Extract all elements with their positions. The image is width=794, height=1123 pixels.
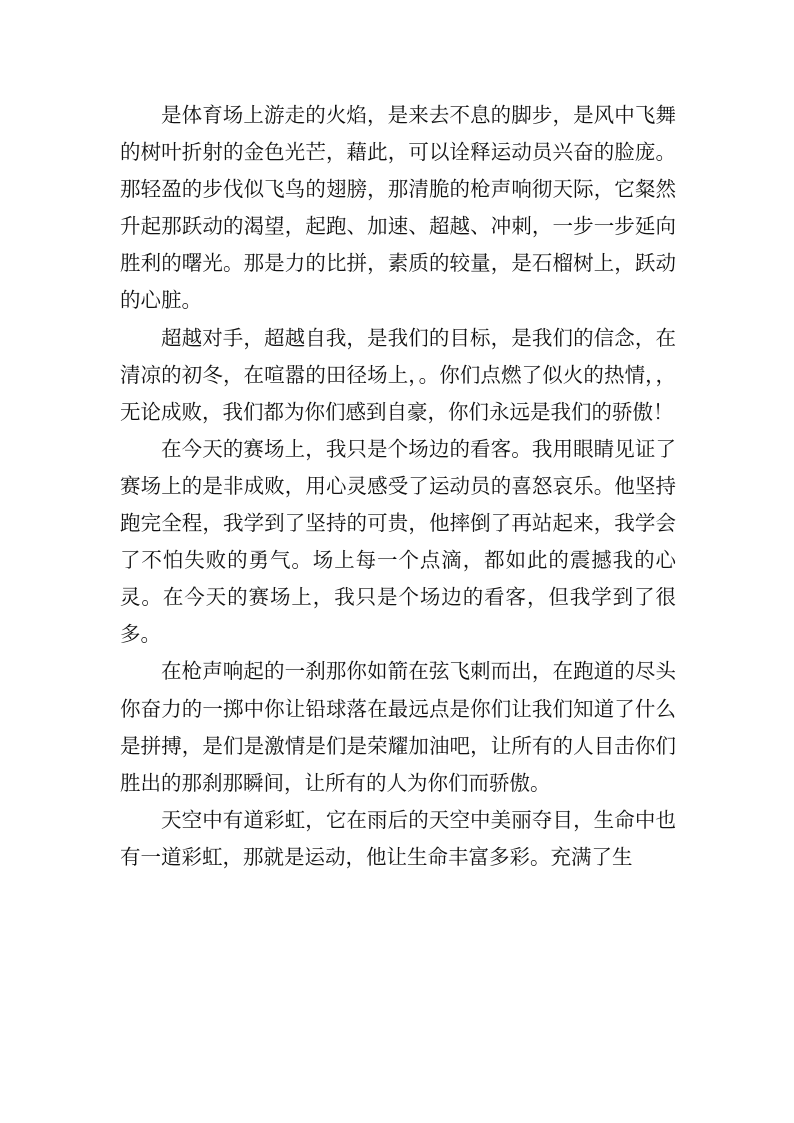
paragraph-3: 在今天的赛场上，我只是个场边的看客。我用眼睛见证了赛场上的是非成败，用心灵感受了运动员的喜怒哀乐。他坚持跑完全程，我学到了坚持的可贵，他摔倒了再站起来，我学会了不怕失败的勇气。场上每一个点滴，都如此的震撼我的心灵。在今天的赛场上，我只是个场边的看客，但我学到了很多。 bbox=[120, 436, 676, 647]
paragraph-5: 天空中有道彩虹，它在雨后的天空中美丽夺目，生命中也有一道彩虹，那就是运动，他让生命丰富多彩。充满了生 bbox=[120, 807, 676, 869]
paragraph-2: 超越对手，超越自我，是我们的目标，是我们的信念，在清凉的初冬，在喧嚣的田径场上，。你们点燃了似火的热情，，无论成败，我们都为你们感到自豪，你们永远是我们的骄傲！ bbox=[120, 325, 676, 424]
paragraph-1: 是体育场上游走的火焰，是来去不息的脚步，是风中飞舞的树叶折射的金色光芒，藉此，可以诠释运动员兴奋的脸庞。那轻盈的步伐似飞鸟的翅膀，那清脆的枪声响彻天际，它粲然升起那跃动的渴望，起跑、加速、超越、冲刺，一步一步延向胜利的曙光。那是力的比拼，素质的较量，是石榴树上，跃动的心脏。 bbox=[120, 103, 676, 313]
document-body bbox=[120, 97, 676, 876]
paragraph-4: 在枪声响起的一刹那你如箭在弦飞刺而出，在跑道的尽头你奋力的一掷中你让铅球落在最远点是你们让我们知道了什么是拼搏，是们是激情是们是荣耀加油吧，让所有的人目击你们胜出的那刹那瞬间，让所有的人为你们而骄傲。 bbox=[120, 659, 676, 795]
